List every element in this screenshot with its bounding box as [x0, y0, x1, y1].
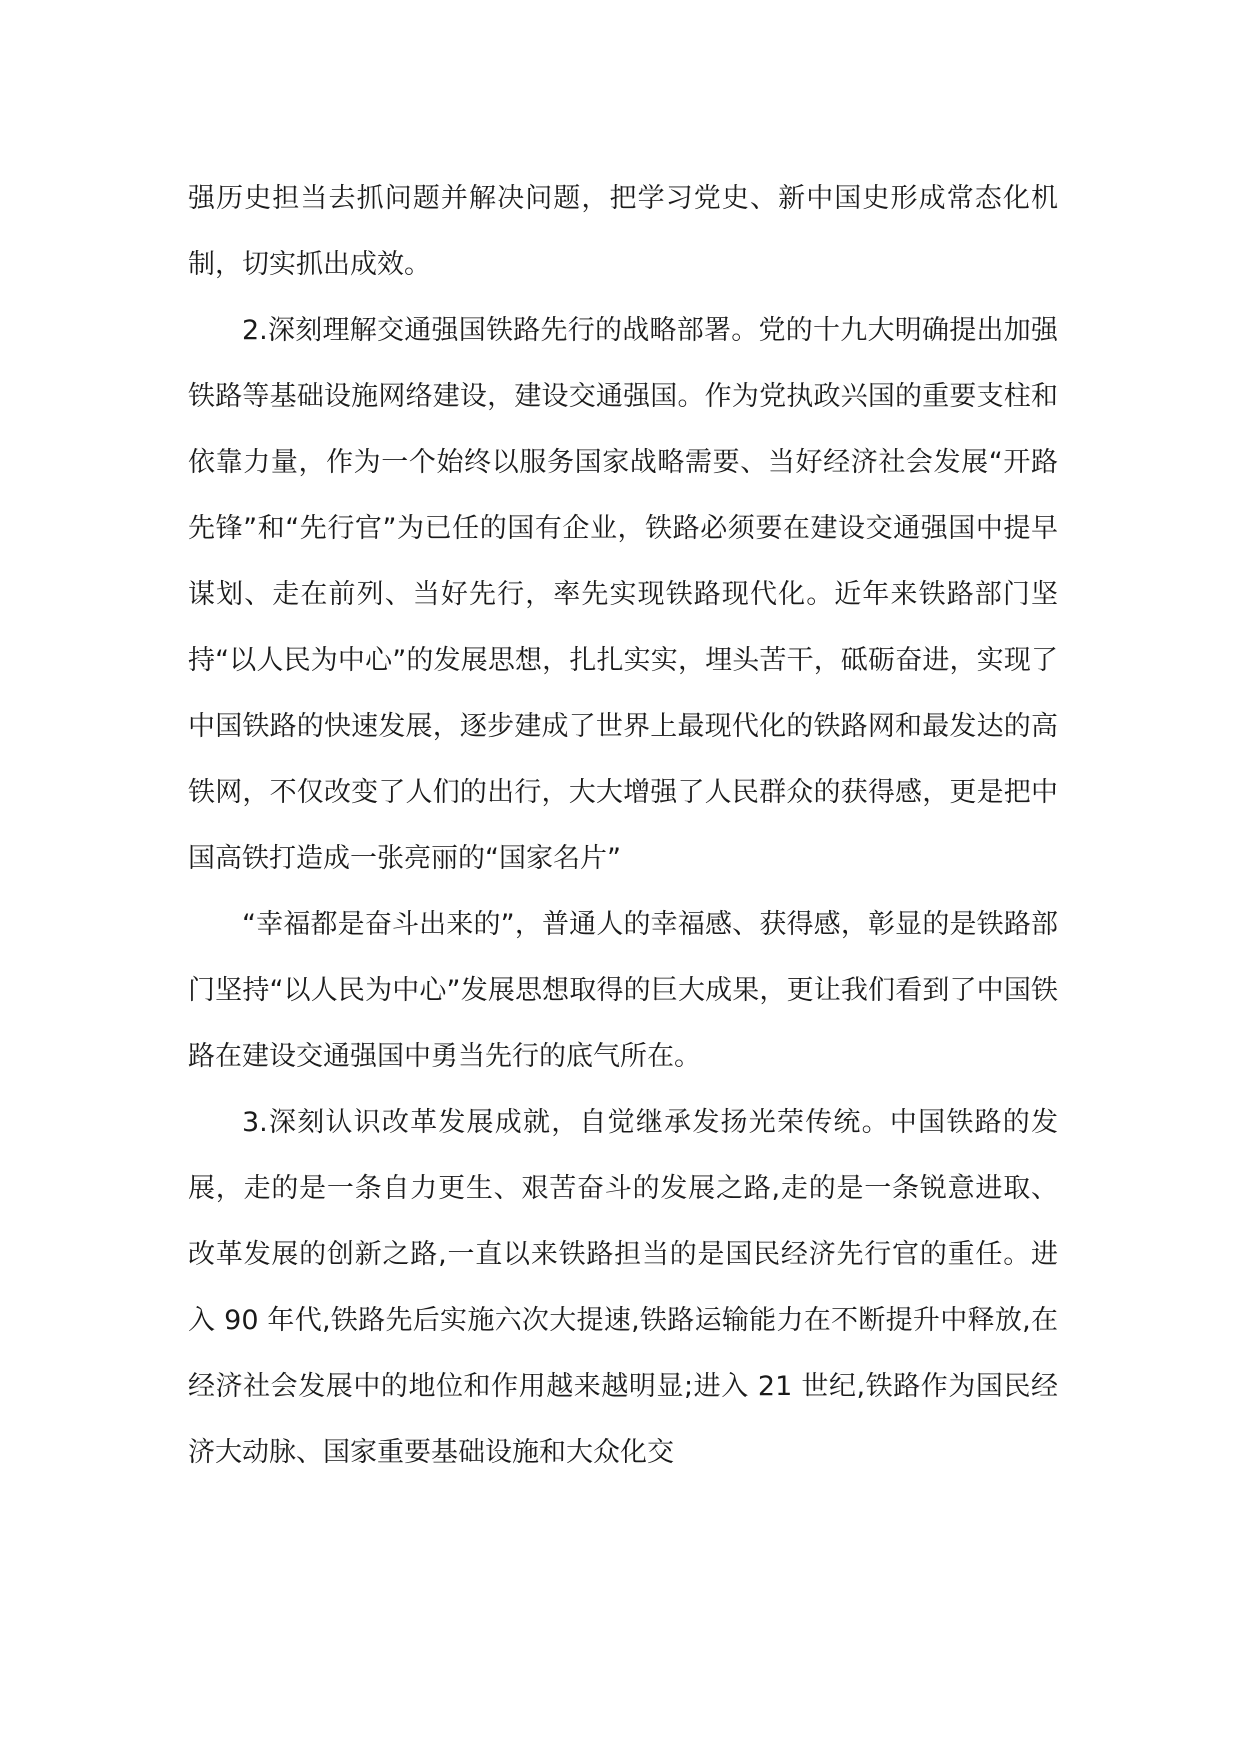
paragraph-1: 强历史担当去抓问题并解决问题，把学习党史、新中国史形成常态化机制，切实抓出成效。 — [188, 183, 1058, 280]
paragraph-4: 3.深刻认识改革发展成就，自觉继承发扬光荣传统。中国铁路的发展，走的是一条自力更生、艰苦奋斗的发展之路,走的是一条锐意进取、改革发展的创新之路,一直以来铁路担当的是国民经济先行官的重任。进入 90 年代,铁路先后实施六次大提速,铁路运输能力在不断提升中释放,在经济社会发展中的地位和作用越来越明显;进入 21 世纪,铁路作为国民经济大动脉、国家重要基础设施和大众化交 — [188, 1107, 1058, 1468]
paragraph-2: 2.深刻理解交通强国铁路先行的战略部署。党的十九大明确提出加强铁路等基础设施网络建设，建设交通强国。作为党执政兴国的重要支柱和依靠力量，作为一个始终以服务国家战略需要、当好经济社会发展“开路先锋”和“先行官”为已任的国有企业，铁路必须要在建设交通强国中提早谋划、走在前列、当好先行，率先实现铁路现代化。近年来铁路部门坚持“以人民为中心”的发展思想，扎扎实实，埋头苦干，砥砺奋进，实现了中国铁路的快速发展，逐步建成了世界上最现代化的铁路网和最发达的高铁网，不仅改变了人们的出行，大大增强了人民群众的获得感，更是把中国高铁打造成一张亮丽的“国家名片” — [188, 315, 1058, 874]
paragraph-3: “幸福都是奋斗出来的”，普通人的幸福感、获得感，彰显的是铁路部门坚持“以人民为中心”发展思想取得的巨大成果，更让我们看到了中国铁路在建设交通强国中勇当先行的底气所在。 — [188, 909, 1058, 1072]
document-body — [188, 166, 1058, 1486]
